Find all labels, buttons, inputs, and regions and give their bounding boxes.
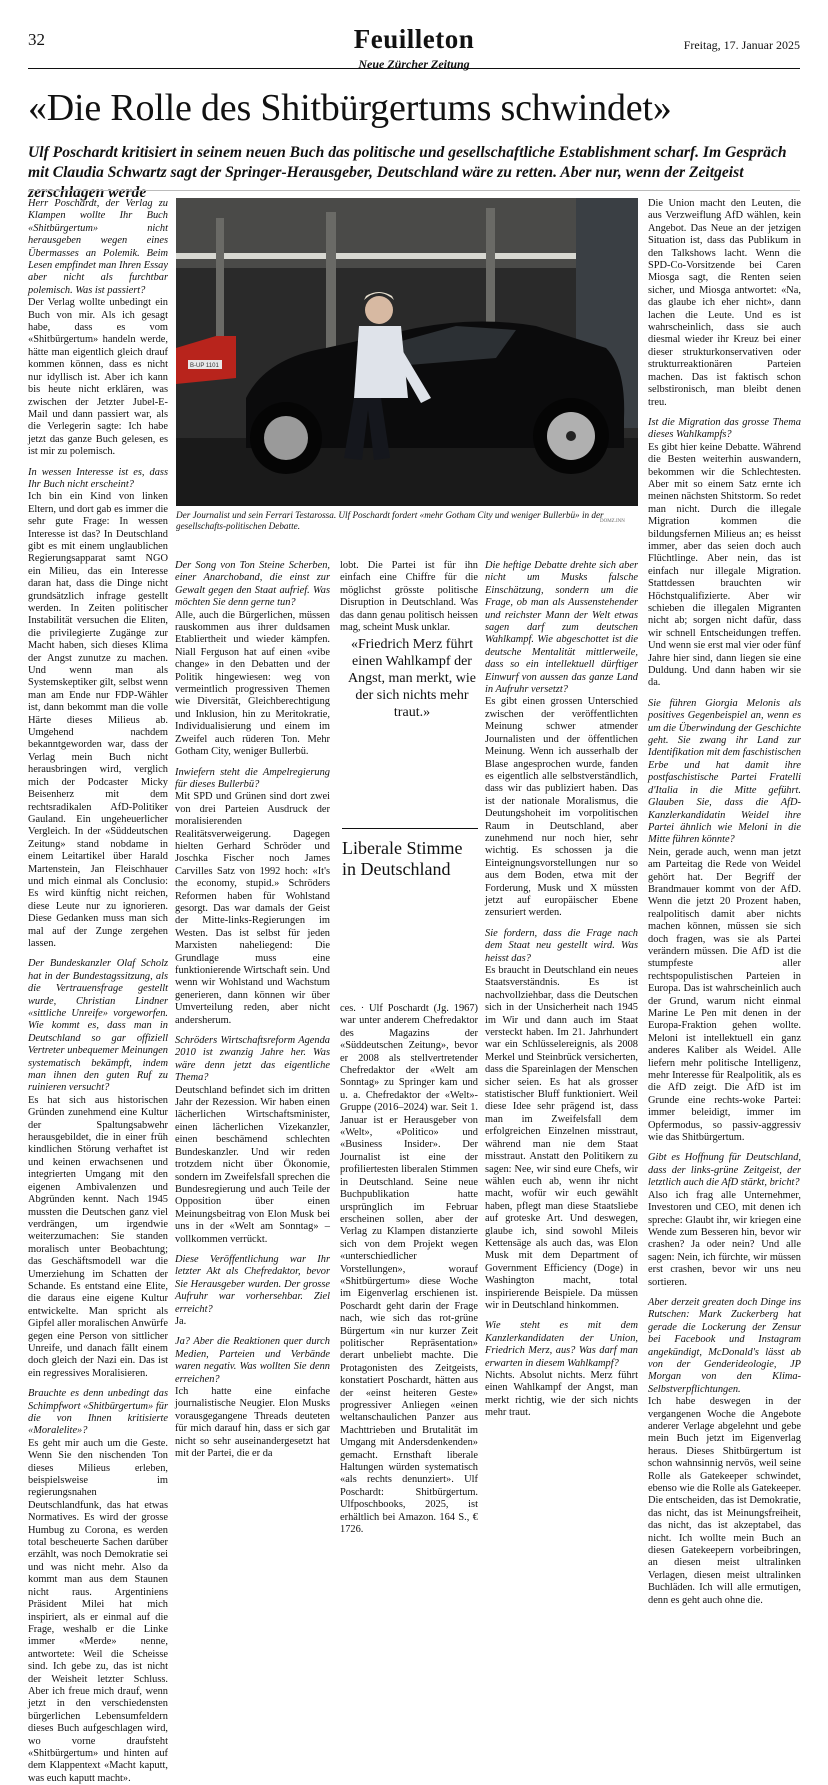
bio-box-text: [340, 1003, 478, 1536]
answer: Alle, auch die Bürgerlichen, müssen rauskommen aus ihrer duldsamen Etabliertheit und wieder kämpfen. Niall Ferguson hat auf einen «vibe change» in den Debatten und der Politik hingewiesen: weg von vermeintlich progressiven Themen wie Diversität, Gleichberechtigung und Inklusion, hin zu Meritokratie, Individualisierung und einem im Zweifel auch rüderen Ton. Mehr Gotham City, weniger Bullerbü.: [175, 609, 330, 758]
column-2: [175, 560, 330, 1460]
photo-caption: Der Journalist und sein Ferrari Testarossa. Ulf Poschardt fordert «mehr Gotham City und weniger Bullerbü» in der gesellschafts-politischen Debatte.: [176, 510, 604, 531]
bio-text: ces. · Ulf Poschardt (Jg. 1967) war unter anderem Chefredaktor des Magazins der «Süddeutschen Zeitung», bevor er 2008 als stellvertretender Chefredaktor der «Welt am Sonntag» zu Springer kam und u. a. Chefredaktor der «Welt»-Gruppe (2016–2024) war. Seit 1. Januar ist er Herausgeber von «Welt», «Politico» und «Business Insider». Der Journalist ist eine der profiliertesten liberalen Stimmen in Deutschland. Seine neue Buchpublikation hatte ursprünglich im Februar erscheinen sollen, aber der Verlag zu Klampen distanzierte sich von dem Projekt wegen «unterschiedlicher Vorstellungen», worauf «Shitbürgertum» diese Woche im Eigenverlag erschienen ist. Poschardt geht darin der Frage nach, wie sich das rot-grüne Bürgertum «in nur kurzer Zeit politischer Repräsentation» derart unbeliebt machte. Die Protagonisten des Zeitgeists, konstatiert Poschardt, hätten aus der «einst heiteren Geste» progressiver Anliegen «einen weltanschaulichen Panzer aus Machttrieben und Brutalität im Umgang mit Andersdenkenden» gemacht. Ernsthaft liberale Haltungen würden systematisch «als rechts denunziert». Ulf Poschardt: Shitbürgertum. Ulfposchbooks, 2025, ist erhältlich bei Amazon. 164 S., € 1726.: [340, 1003, 478, 1536]
deck: Ulf Poschardt kritisiert in seinem neuen Buch das politische und gesellschaftliche Establishment scharf. Im Gespräch mit Claudia Schwartz sagt der Springer-Herausgeber, Deutschland wäre zu retten. Aber nur, wenn der Zeitgeist zerschlagen werde: [28, 144, 787, 201]
answer: Mit SPD und Grünen sind dort zwei von drei Parteien Ausdruck der moralisierenden Realitätsverweigerung. Dagegen hielten Gerhard Schröder und Joschka Fischer noch James Carvilles Satz von 1992 hoch: «It's the economy, stupid.» Schröders Reformen haben für Wohlstand gesorgt. Das war damals der Geist der Mitte-links-Regierungen im Westen. Das ist selbst für jeden Marxisten naheliegend: Die Grundlage muss eine funktionierende Wirtschaft sein. Und wenn wir Wohlstand und Wachstum generieren, dann können wir über Umverteilung reden, aber nicht andersherum.: [175, 791, 330, 1026]
page-number: 32: [28, 30, 45, 49]
column-5: [648, 198, 801, 1606]
question: Wie steht es mit dem Kanzlerkandidaten der Union, Friedrich Merz, aus? Was darf man erwarten in diesem Wahlkampf?: [485, 1320, 638, 1369]
answer: Es gibt hier keine Debatte. Während die Besten weiterhin auswandern, bekommen wir die Schlechtesten. Aber mit so einem Satz ernte ich meinen nächsten Shitstorm. So redet man nicht. Durch die illegale Migration kommen die bildungsfernen Milieus an; es heisst immer, aber das seien doch auch Flüchtlinge. Aber nein, das ist einfach nur illegale Migration. Stattdessen brauchten wir Höchstqualifizierte. Aber wir schieben die illegalen Migranten nicht ab; sorgen nicht dafür, dass wir schnell Entscheidungen treffen. Und wenn sie erst mal vier oder fünf Jahre hier sind, dann liegen sie eine Duldung. Und dann haben wir sie da.: [648, 441, 801, 689]
article-photo: [176, 198, 638, 506]
plate-text: B-UP 1101: [190, 363, 219, 369]
issue-date: Freitag, 17. Januar 2025: [683, 38, 800, 52]
answer: Es geht mir auch um die Geste. Wenn Sie den nischenden Ton dieses Milieus erleben, beispielsweise im regierungsnahen Deutschlandfunk, das hat etwas Normatives. Es wird der grosse Humbug zu Corona, es werden total bescheuerte Sachen darüber erzählt, was noch Demokratie sei und was nicht mehr. Also da kommt man aus dem Staunen nicht raus. Argentiniens Präsident Milei hat mich inspiriert, als er einmal auf die Frage, weshalb er die Linke immer «Merde» nenne, antwortete: Weil die Scheisse sind. Ich gebe zu, das ist nicht der Weisheit letzter Schluss. Aber ich freue mich drauf, wenn jetzt in den verschiedensten bürgerlichen Lebensumfeldern dieses Buch aufgeschlagen wird, wo vorne draufsteht «Shitbürgertum» und hinten auf dem Klappentext «Macht kaputt, was euch kaputt macht».: [28, 1437, 168, 1784]
section-title: Feuilleton: [353, 24, 475, 54]
answer: Ich bin ein Kind von linken Eltern, und dort gab es immer die sehr gute Frage: In wessen Interesse ist das? In Deutschland gibt es mit einem unglaublichen Regierungsapparat samt NGO ein Milieu, das ein Interesse daran hat, dass die Dinge nicht grundsätzlich infrage gestellt werden. In Zeiten politischer Instabilität versuchen die Eliten, die privilegierte Zugänge zur Macht haben, sich dieses Klima der Angst zunutze zu machen. Und wenn man als Systemskeptiker gilt, selbst wenn man am Ende nur FDP-Wähler ist, dann bekommt man die volle Härte dieses Milieus ab. Umgehend nachdem bekanntgeworden war, dass der Verlag mein Buch nicht herausbringen wird, verglich mich der Podcaster Micky Beisenherz mit dem rechtsradikalen AfD-Politiker Gauland. Ein ungeheuerlicher Vergleich. In der «Süddeutschen Zeitung» stand nobdame in einem Leitartikel über Harald Martenstein, Jan Fleischhauer und mich einmal als Conclusio: Es wird künftig nicht reichen, diese Leute nur zu ignorieren. Diese Gedanken muss man sich mal auf der Zunge zergehen lassen.: [28, 491, 168, 949]
column-1: [28, 198, 168, 1784]
question: Der Bundeskanzler Olaf Scholz hat in der Bundestagssitzung, als die Vertrauensfrage gestellt wurde, Christian Lindner «sittliche Unreife» vorgeworfen. Wie kommt es, dass man in Deutschland so gar offiziell Vertreter unbequemer Meinungen systematisch bekämpft, indem man ihnen den guten Ruf zu ruinieren versucht?: [28, 958, 168, 1094]
question: Ja? Aber die Reaktionen quer durch Medien, Parteien und Verbände waren negativ. Was wollten Sie denn erreichen?: [175, 1336, 330, 1385]
answer: lobt. Die Partei ist für ihn einfach eine Chiffre für die möglichst grösste politische Disruption in Deutschland. Was das dann genau politisch heissen mag, scheint Musk unklar.: [340, 560, 478, 634]
answer: Ich habe deswegen in der vergangenen Woche die Angebote anderer Verlage abgelehnt und gebe mein Buch jetzt im Eigenverlag heraus. Dieses Shitbürgertum ist schon wahnsinnig nervös, weil seine Rolle als Gatekeeper schwindet, ebenso wie die Rolle als Gatekeeper. Die entscheiden, das ist Demokratie, das nicht, das ist Meinungsfreiheit, das nicht, das ist akzeptabel, das nicht. Ich wollte mein Buch an diesen Gatekeepern vorbeibringen, an diesen meist ultralinken Verlagen, diesen meist ultralinken Buchläden. Ich will alle ermutigen, denn es geht auch ohne die.: [648, 1396, 801, 1606]
question: Ist die Migration das grosse Thema dieses Wahlkampfs?: [648, 416, 801, 441]
headline: «Die Rolle des Shitbürgertums schwindet»: [28, 87, 672, 129]
question: Gibt es Hoffnung für Deutschland, dass der links-grüne Zeitgeist, der letztlich auch die AfD stärkt, bricht?: [648, 1152, 801, 1189]
answer: Nein, gerade auch, wenn man jetzt am Parteitag die Rede von Weidel gehört hat. Der Begriff der Brandmauer kommt von der AfD. Wenn die jetzt 20 Prozent haben, realpolitisch damit aber nichts machen können, müssen sie sich doch fragen, was sie als Partei verändern müssen. Die AfD ist die stumpfeste aller rechtspopulistischen Parteien in Europa. Das ist wahrscheinlich auch der Grund, warum nicht einmal Marine Le Pen mit denen in der Europa-Fraktion gehen wollte. Meloni ist intellektuell ein ganz anderes Kaliber als Weidel. Alle liefern mehr politische Intelligenz, mehr Interesse für Realpolitik, als es die AfD zeigt. Die AfD ist im Grunde eine rechts-woke Partei: immer beleidigt, immer im Opfermodus, so passiv-aggressiv wie das Shitbürgertum.: [648, 846, 801, 1144]
question: Herr Poschardt, der Verlag zu Klampen wollte Ihr Buch «Shitbürgertum» nicht herausgeben wegen eines Übermasses an Polemik. Beim Lesen empfindet man Ihren Essay aber nicht als furchtbar polemisch. Was ist passiert?: [28, 198, 168, 296]
box-headline: Liberale Stimme in Deutschland: [342, 838, 463, 879]
question: Schröders Wirtschaftsreform Agenda 2010 ist zwanzig Jahre her. Was wäre denn jetzt das eigentliche Thema?: [175, 1035, 330, 1084]
deck-rule: [28, 190, 800, 191]
header-rule: [28, 68, 800, 69]
answer: Also ich frag alle Unternehmer, Investoren und CEO, mit denen ich spreche: Glaubt ihr, wir kriegen eine Wende zum Besseren hin, bevor wir crashen? Ja oder nein? Und alle sagen: Nein, ich fürchte, wir müssen erst crashen, bevor wir uns neu sortieren.: [648, 1189, 801, 1288]
question: Diese Veröffentlichung war Ihr letzter Akt als Chefredaktor, bevor Sie Herausgeber wurden. Der grosse Aufruhr war vorhersehbar. Ziel erreicht?: [175, 1253, 330, 1315]
photo-illustration: [176, 198, 638, 506]
question: Sie führen Giorgia Melonis als positives Gegenbeispiel an, wenn es um die Überwindung der Geschichte geht. Sie zwang ihr Land zur Identifikation mit dem faschistischen Erbe und hat damit ihre postfaschistische Partei Fratelli d'Italia in die Mitte geführt. Glauben Sie, dass die AfD-Kanzlerkandidatin Weidel ihre Partei ähnlich wie Meloni in die Mitte führen könnte?: [648, 697, 801, 846]
answer: Es braucht in Deutschland ein neues Staatsverständnis. Es ist nachvollziehbar, dass die Deutschen sich in der Unsicherheit nach 1945 im Wir und dann auch im Staat versteckt haben. Im 21. Jahrhundert war ein Schlüsselereignis, als 2008 Merkel und Steinbrück versicherten, dass die Spareinlagen der Menschen sicher seien. Es hat als grosser statistischer Bluff funktioniert. Weil diese Idee sehr prägend ist, dass man im Zweifelsfall dem erfolgreichen Einzelnen misstraut, während man nie dem Staat misstraut. Anstatt den Politikern zu sagen: Nee, wir sind eure Chefs, wir wählen euch ab, wenn ihr nicht macht, wofür wir euch gewählt haben, pflegt man diese Staatsliebe auf groteske Art. Und deswegen, glaube ich, sind sowohl Mileis Kettensäge als auch das, was Elon Musk mit dem Department of Government Efficiency (Doge) in Washington macht, total inspirierende Beispiele. Da müssen wir in Deutschland hinkommen.: [485, 965, 638, 1311]
question: Der Song von Ton Steine Scherben, einer Anarchoband, die einst zur Gewalt gegen den Staat aufrief. Was möchten Sie denn gerne tun?: [175, 560, 330, 609]
answer: Deutschland befindet sich im dritten Jahr der Rezession. Wir haben einen lächerlichen Wirtschaftsminister, einen lächerlichen Vizekanzler, einen beschämend schlechten Bundeskanzler. Und wir reden trotzdem nicht über Ökonomie, sondern im Zweifelsfall sprechen die Bundesregierung und auch Teile der Opposition über einen Meinungsbeitrag von Elon Musk bei uns in der «Welt am Sonntag» – vollkommen verrückt.: [175, 1084, 330, 1245]
answer: Der Verlag wollte unbedingt ein Buch von mir. Als ich gesagt habe, dass es vom «Shitbürgertum» handeln werde, hätte man eigentlich gleich drauf kommen können, dass es nicht nur idyllisch ist. Aber ich kann bis heute nicht erklären, was zwischen der Jetzter Jubel-E-Mail und dann passiert war, als die Verlegerin sagte: Ich habe jetzt das ganze Buch gelesen, es ist mir zu polemisch.: [28, 297, 168, 458]
question: Brauchte es denn unbedingt das Schimpfwort «Shitbürgertum» für die von Ihnen kritisierte «Moralelite»?: [28, 1388, 168, 1437]
photo-credit: DOMZ.INN: [600, 519, 625, 524]
answer: Ja.: [175, 1315, 187, 1327]
question: Inwiefern steht die Ampelregierung für dieses Bullerbü?: [175, 766, 330, 790]
column-4: [485, 560, 638, 1419]
answer: Es hat sich aus historischen Gründen zunehmend eine Kultur der Spaltungsabwehr herausgebildet, die in einer früh kindlichen Störung verhaftet ist und keinen erwachsenen und integrierten Umgang mit den eigenen Ambivalenzen und Abgründen kennt. Nach 1945 mussten die Deutschen ganz viel verdrängen, um irgendwie weiterzumachen: Sie standen moralisch unter Beobachtung; das Geschäftsmodell war die Umerziehung im Schatten der Schande. Es entstand eine Elite, die daraus eine eigene Kultur entwickelte. Man spricht als Gipfel aller moralischen Anwürfe gegen eine Person von sittlicher Unreife, und danach fällt einem doch gleich der Nazi ein. Das ist ein regressives Moralisieren.: [28, 1094, 168, 1379]
answer: Nichts. Absolut nichts. Merz führt einen Wahlkampf der Angst, man merkt richtig, wie der sich nichts mehr traut.: [485, 1370, 638, 1419]
question: Aber derzeit greaten doch Dinge ins Rutschen: Mark Zuckerberg hat gerade die Lockerung der Zensur bei Facebook und Instagram angekündigt, McDonald's lässt ab von der Genderideologie, JP Morgan von den Klima-Selbstverpflichtungen.: [648, 1296, 801, 1395]
answer: Es gibt einen grossen Unterschied zwischen der veröffentlichten Meinung schwer atmender Journalisten und der öffentlichen Meinung. Wenn ich ausserhalb der Blase angesprochen wurde, fanden es eigentlich alle selbstverständlich, dass wir das publiziert haben. Das ist der nationale Moralismus, die Deutungshoheit im vorpolitischen Raum in Deutschland, aber zunehmend nur noch hier, sehr wichtig. Es schossen ja die Einteignungsvorstellungen nur so aus dem Boden, etwa mit der Forderung, Musk und X müssten jetzt auf europäischer Ebene zensuriert werden.: [485, 696, 638, 919]
column-3: [340, 560, 478, 634]
question: In wessen Interesse ist es, dass Ihr Buch nicht erscheint?: [28, 466, 168, 490]
masthead-logo: Neue Zürcher Zeitung: [358, 57, 470, 71]
box-rule: [342, 828, 478, 829]
pull-quote: «Friedrich Merz führt einen Wahlkampf der Angst, man merkt, wie der sich nichts mehr traut.»: [348, 637, 476, 720]
question: Sie fordern, dass die Frage nach dem Staat neu gestellt wird. Was heisst das?: [485, 927, 638, 964]
answer: Die Union macht den Leuten, die aus Verzweiflung AfD wählen, kein Angebot. Das Neue an der jetzigen Situation ist, dass das Publikum in den Talkshows lacht. Wenn die SPD-Co-Vorsitzende bei Caren Miosga sagt, die Renten seien sicher, und Miosga antwortet: «Na, das glaube ich eher nicht», dann lachen die Leute. Und es ist wahrscheinlich, dass sie auch diesmal wieder ihr Kreuz bei einer dieser strukturkonservativen oder strukturreaktionären Parteien machen. Das ist faktisch schon selbstironisch, man bleibt denen treu.: [648, 198, 801, 408]
question: Die heftige Debatte drehte sich aber nicht um Musks falsche Einschätzung, sondern um die Frage, ob man als Aussenstehender und reichster Mann der Welt etwas sagen darf zum deutschen Wahlkampf. Wie abgeschottet ist die deutsche Mentalität mittlerweile, dass so ein intellektuell dürftiger Einwurf von aussen das ganze Land in Aufruhr versetzt?: [485, 560, 638, 696]
answer: Ich hatte eine einfache journalistische Neugier. Elon Musks vorausgegangene Threads deuteten für mich darauf hin, dass er sich gar nicht so sehr auseinandergesetzt hat mit der Partei, die er da: [175, 1386, 330, 1460]
